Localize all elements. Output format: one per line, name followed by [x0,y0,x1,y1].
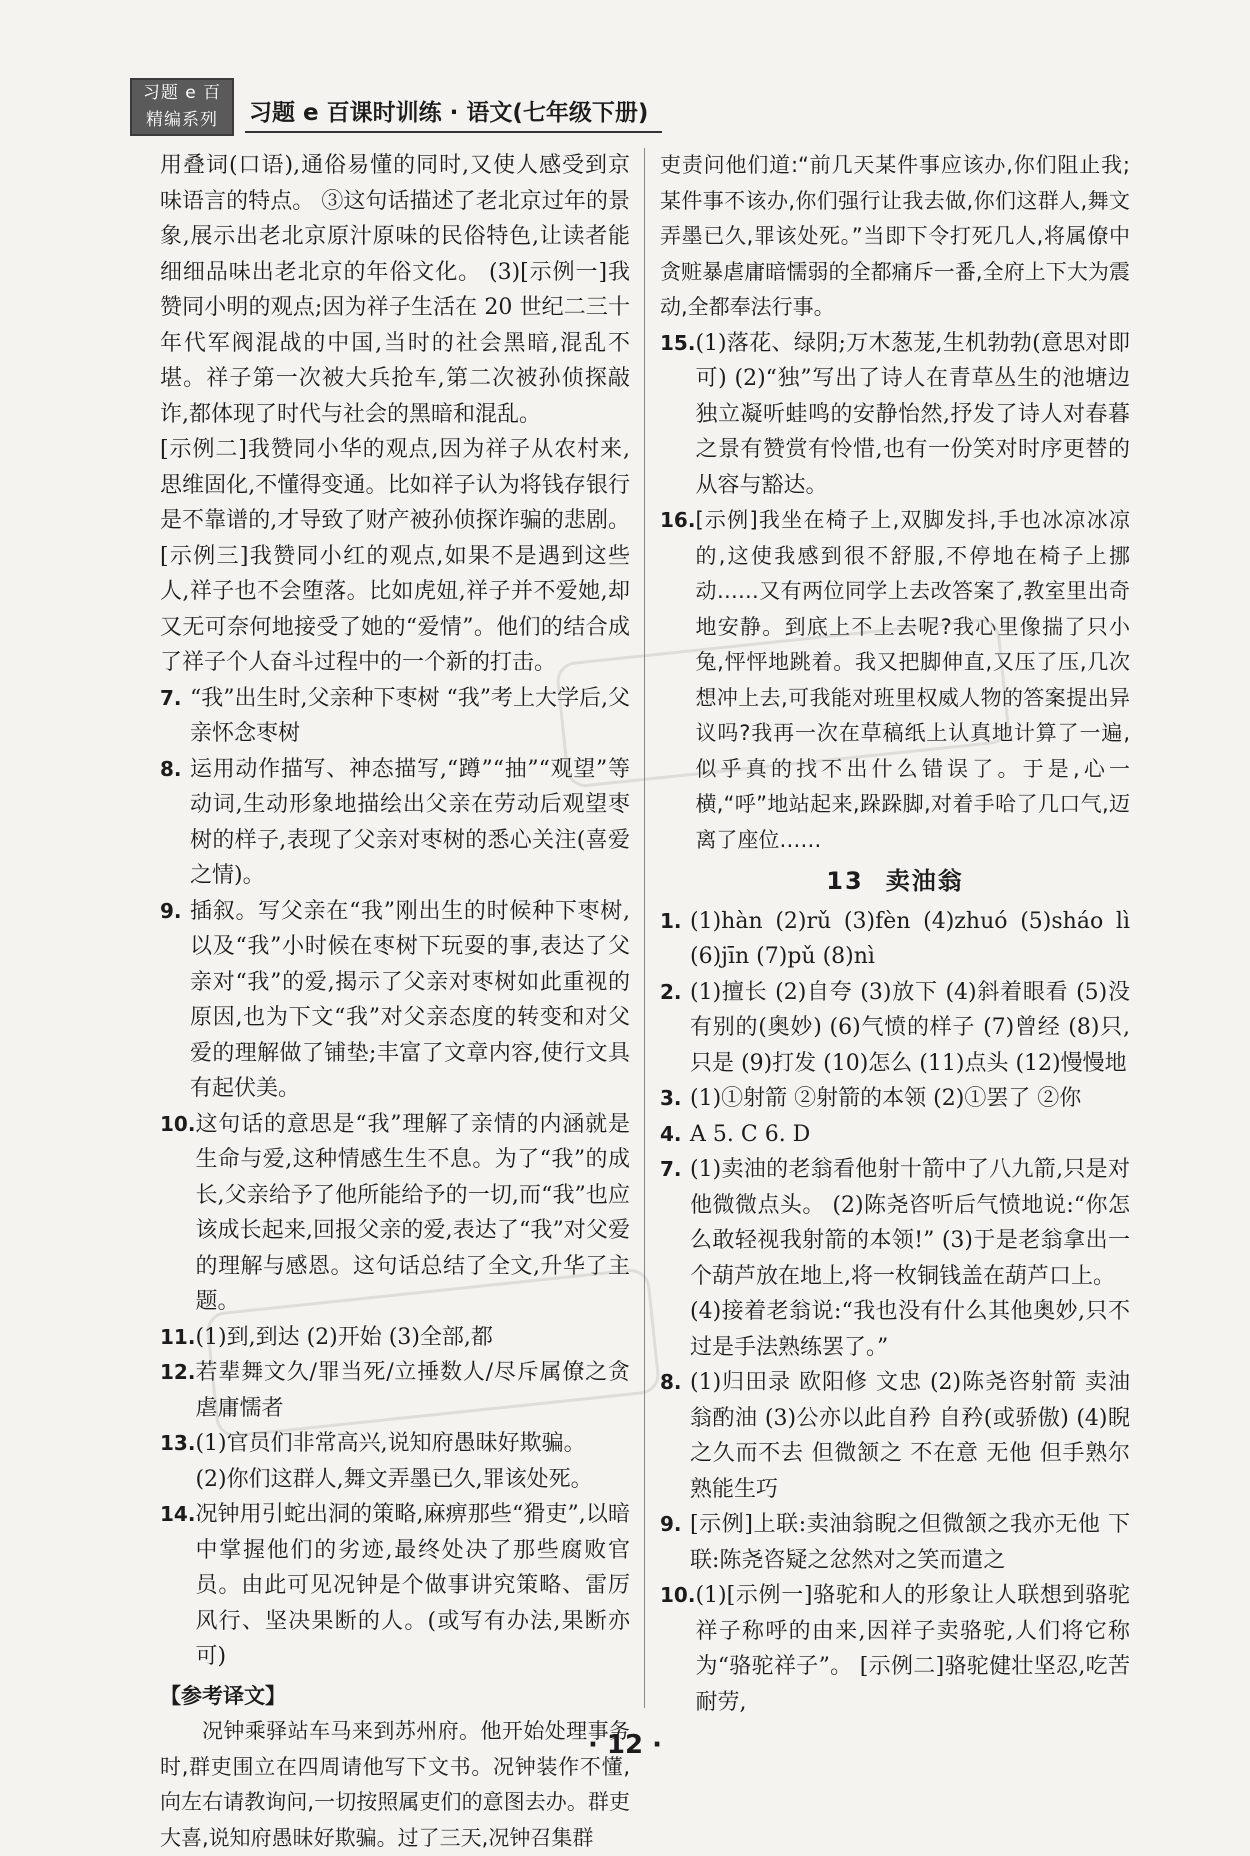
item-text: A 5. C 6. D [690,1121,811,1147]
item-text: [示例]上联:卖油翁睨之但微颔之我亦无他 下联:陈尧咨疑之忿然对之笑而遣之 [690,1512,1130,1573]
left-column [160,148,630,1856]
answer-item-15 [660,326,1130,504]
lesson-item-2 [660,975,1130,1082]
page-number: · 12 · [587,1730,663,1760]
item-text-second: (2)你们这群人,舞文弄墨已久,罪该处死。 [195,1466,593,1492]
item-text: 况钟用引蛇出洞的策略,麻痹那些“猾吏”,以暗中掌握他们的劣迹,最终处决了那些腐败官员。由此可见况钟是个做事讲究策略、雷厉风行、坚决果断的人。(或写有办法,果断亦可) [195,1502,630,1669]
item-number: 16. [660,508,696,532]
intro-text: 用叠词(口语),通俗易懂的同时,又使人感受到京味语言的特点。 ③这句话描述了老北京过年的景象,展示出老北京原汁原味的民俗特色,让读者能细细品味出老北京的年俗文化。 (3)[示例一]我赞同小明的观点;因为祥子生活在 20 世纪二三十年代军阀混战的中国,当时的社会黑暗,混乱不堪。祥子第一次被大兵抢车,第二次被孙侦探敲诈,都体现了时代与社会的黑暗和混乱。 [160,153,630,427]
answer-item-16 [660,503,1130,858]
item-number: 13. [160,1431,196,1455]
item-number: 4. [660,1121,682,1146]
item-number: 8. [660,1370,682,1394]
lesson-item-1 [660,904,1130,975]
item-text-block [690,1152,1130,1365]
item-number: 7. [660,1157,682,1181]
item-number: 2. [660,979,682,1004]
item-text: 运用动作描写、神态描写,“蹲”“抽”“观望”等动词,生动形象地描绘出父亲在劳动后观望枣树的样子,表现了父亲对枣树的悉心关注(喜爱之情)。 [190,756,630,888]
logo-line-2: 精编系列 [146,110,218,130]
item-text: (1)[示例一]骆驼和人的形象让人联想到骆驼祥子称呼的由来,因祥子卖骆驼,人们将它称为“骆驼祥子”。 [示例二]骆驼健壮坚忍,吃苦耐劳, [695,1583,1130,1715]
item-number: 3. [660,1086,682,1110]
column-divider [644,148,645,1708]
item-text: (1)hàn (2)rǔ (3)fèn (4)zhuó (5)sháo lì (6)jīn (7)pǔ (8)nì [690,908,1130,969]
example-two-text: [示例二]我赞同小华的观点,因为祥子从农村来,思维固化,不懂得变通。比如祥子认为将钱存银行是不靠谱的,才导致了财产被孙侦探诈骗的悲剧。 [示例三]我赞同小红的观点,如果不是遇到这些人,祥子也不会堕落。比如虎妞,祥子并不爱她,却又无可奈何地接受了她的“爱情”。他们的结合成了祥子个人奋斗过程中的一个新的打击。 [160,437,630,675]
answer-item-13 [160,1426,630,1497]
item-text: (1)到,到达 (2)开始 (3)全部,都 [195,1324,493,1350]
right-column [660,148,1130,1720]
answer-item-10 [160,1107,630,1320]
item-text: (1)落花、绿阴;万木葱茏,生机勃勃(意思对即可) (2)“独”写出了诗人在青草丛生的池塘边独立凝听蛙鸣的安静怡然,抒发了诗人对春暮之景有赞赏有怜惜,也有一份笑对时序更替的从容与豁达。 [695,330,1130,498]
item-number: 15. [660,330,696,355]
lesson-item-7 [660,1152,1130,1365]
item-text-second: (4)接着老翁说:“我也没有什么其他奥妙,只不过是手法熟练罢了。” [690,1299,1130,1360]
logo-line-1: 习题 e 百 [142,83,222,103]
item-number: 9. [660,1512,682,1536]
item-number: 11. [160,1324,196,1349]
item-number: 10. [160,1111,196,1136]
item-text-block [195,1426,630,1497]
answer-item-9 [160,894,630,1107]
lesson-item-9 [660,1507,1130,1578]
item-number: 12. [160,1360,196,1384]
item-text: (1)官员们非常高兴,说知府愚昧好欺骗。 [195,1431,586,1456]
item-text: “我”出生时,父亲种下枣树 “我”考上大学后,父亲怀念枣树 [190,685,630,746]
item-text: 插叙。写父亲在“我”刚出生的时候种下枣树,以及“我”小时候在枣树下玩耍的事,表达了父亲对“我”的爱,揭示了父亲对枣树如此重视的原因,也为下文“我”对父亲态度的转变和对父爱的理解做了铺垫;丰富了文章内容,使行文具有起伏美。 [190,898,630,1101]
item-number: 10. [660,1583,696,1607]
lesson-item-8 [660,1365,1130,1507]
page-header [130,78,1230,138]
lesson-item-10 [660,1578,1130,1720]
item-number: 7. [160,685,182,710]
reference-translation-text: 况钟乘驿站车马来到苏州府。他开始处理事务时,群吏围立在四周请他写下文书。况钟装作不懂,向左右请教询问,一切按照属吏们的意图去办。群吏大喜,说知府愚昧好欺骗。过了三天,况钟召集群 [160,1719,630,1850]
translation-continued: 吏责问他们道:“前几天某件事应该办,你们阻止我;某件事不该办,你们强行让我去做,你们这群人,舞文弄墨已久,罪该处死。”当即下令打死几人,将属僚中贪赃暴虐庸暗懦弱的全都痛斥一番,全府上下大为震动,全都奉法行事。 [660,153,1130,319]
lesson-number: 13 [826,867,864,895]
answer-item-8 [160,752,630,894]
item-number: 8. [160,756,182,781]
reference-translation-heading: 【参考译文】 [160,1683,286,1708]
item-text: (1)①射箭 ②射箭的本领 (2)①罢了 ②你 [690,1086,1082,1111]
lesson-title: 卖油翁 [885,867,964,895]
lesson-heading [660,864,1130,900]
answer-item-12 [160,1355,630,1426]
item-text: (1)擅长 (2)自夸 (3)放下 (4)斜着眼看 (5)没有别的(奥妙) (6)气愤的样子 (7)曾经 (8)只,只是 (9)打发 (10)怎么 (11)点头 (12)慢慢地 [690,979,1130,1076]
item-number: 1. [660,908,682,933]
series-logo [130,78,234,136]
item-text: (1)归田录 欧阳修 文忠 (2)陈尧咨射箭 卖油翁酌油 (3)公亦以此自矜 自矜(或骄傲) (4)睨之久而不去 但微颔之 不在意 无他 但手熟尔 熟能生巧 [690,1370,1130,1502]
answer-item-7 [160,681,630,752]
item-text: 这句话的意思是“我”理解了亲情的内涵就是生命与爱,这种情感生生不息。为了“我”的成长,父亲给予了他所能给予的一切,而“我”也应该成长起来,回报父亲的爱,表达了“我”对父爱的理解与感恩。这句话总结了全文,升华了主题。 [195,1111,630,1314]
item-text: 若辈舞文久/罪当死/立捶数人/尽斥属僚之贪虐庸懦者 [195,1360,630,1421]
lesson-item-4-6 [660,1117,1130,1153]
item-text: (1)卖油的老翁看他射十箭中了八九箭,只是对他微微点头。 (2)陈尧咨听后气愤地说:“你怎么敢轻视我射箭的本领!” (3)于是老翁拿出一个葫芦放在地上,将一枚铜钱盖在葫芦口上。 [690,1157,1130,1289]
series-title: 习题 e 百课时训练 · 语文(七年级下册) [245,94,662,133]
answer-item-11 [160,1320,630,1356]
answer-item-14 [160,1497,630,1675]
lesson-item-3 [660,1081,1130,1117]
item-number: 9. [160,898,182,923]
item-number: 14. [160,1502,196,1526]
item-text: [示例]我坐在椅子上,双脚发抖,手也冰凉冰凉的,这使我感到很不舒服,不停地在椅子上挪动……又有两位同学上去改答案了,教室里出奇地安静。到底上不上去呢?我心里像揣了只小兔,怦怦地跳着。我又把脚伸直,又压了压,几次想冲上去,可我能对班里权威人物的答案提出异议吗?我再一次在草稿纸上认真地计算了一遍,似乎真的找不出什么错误了。于是,心一横,“呼”地站起来,跺跺脚,对着手哈了几口气,迈离了座位…… [695,508,1130,852]
